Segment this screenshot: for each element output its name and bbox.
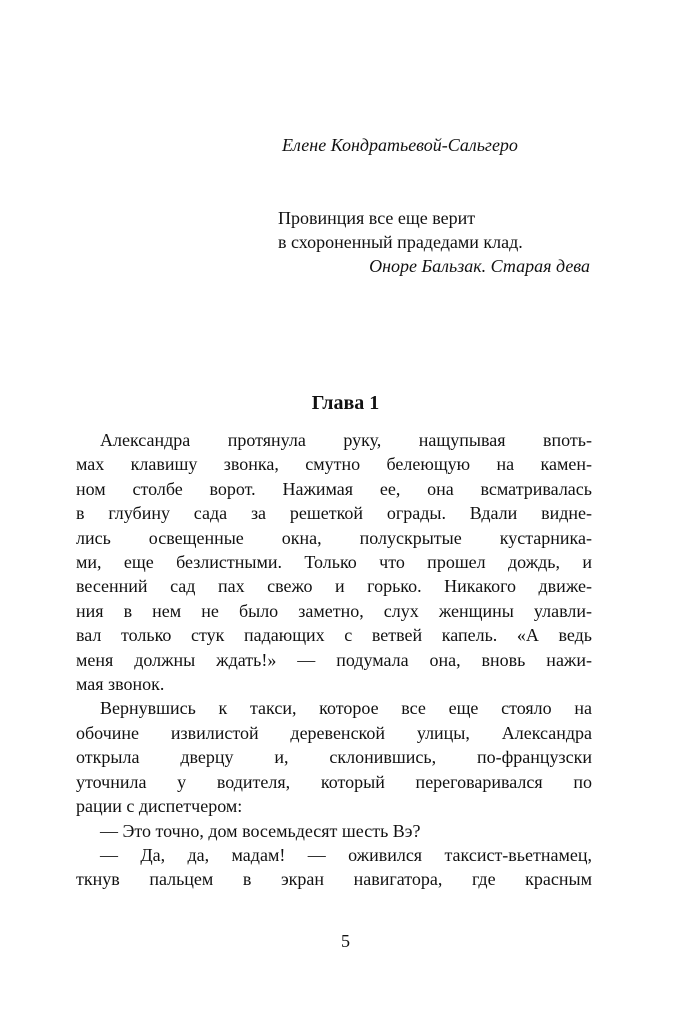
epigraph-attribution: Оноре Бальзак. Старая дева <box>369 256 590 276</box>
chapter-body <box>76 428 592 892</box>
text-line: Александра протянула руку, нащупывая впоть- <box>100 430 592 450</box>
text-line: вал только стук падающих с ветвей капель. «А ведь <box>76 625 592 646</box>
text-line: мая звонок. <box>76 674 165 695</box>
text-line: Вернувшись к такси, которое все еще стояло на <box>100 698 592 719</box>
epigraph-line: Провинция все еще верит <box>278 208 476 228</box>
text-line: — Это точно, дом восемьдесят шесть Вэ? <box>100 820 421 841</box>
text-line: лись освещенные окна, полускрытые кустарника- <box>76 527 592 548</box>
page-number: 5 <box>341 931 350 951</box>
text-line: — Да, да, мадам! — оживился таксист-вьетнамец, <box>100 844 592 865</box>
text-line: ном столбе ворот. Нажимая ее, она всматривалась <box>76 478 592 499</box>
text-line: ткнув пальцем в экран навигатора, где красным <box>76 869 592 890</box>
text-line: рации с диспетчером: <box>76 796 243 817</box>
paragraph <box>100 819 592 843</box>
dedication: Елене Кондратьевой-Сальгеро <box>282 135 518 155</box>
epigraph <box>278 206 590 278</box>
chapter-title: Глава 1 <box>311 392 380 414</box>
text-line: ния в нем не было заметно, слух женщины улавли- <box>76 600 592 621</box>
paragraph <box>76 428 592 696</box>
text-line: ми, еще безлистными. Только что прошел дождь, и <box>76 552 592 573</box>
text-line: весенний сад пах свежо и горько. Никакого движе- <box>76 576 592 597</box>
text-line: мах клавишу звонка, смутно белеющую на камен- <box>76 454 592 475</box>
paragraph <box>76 696 592 818</box>
epigraph-line: в схороненный прадедами клад. <box>278 232 523 252</box>
text-line: открыла дверцу и, склонившись, по-французски <box>76 747 592 768</box>
text-line: меня должны ждать!» — подумала она, вновь нажи- <box>76 649 592 670</box>
paragraph <box>76 843 592 892</box>
text-line: уточнила у водителя, который переговаривался по <box>76 771 592 792</box>
text-line: в глубину сада за решеткой ограды. Вдали видне- <box>76 503 592 524</box>
text-line: обочине извилистой деревенской улицы, Александра <box>76 722 592 743</box>
